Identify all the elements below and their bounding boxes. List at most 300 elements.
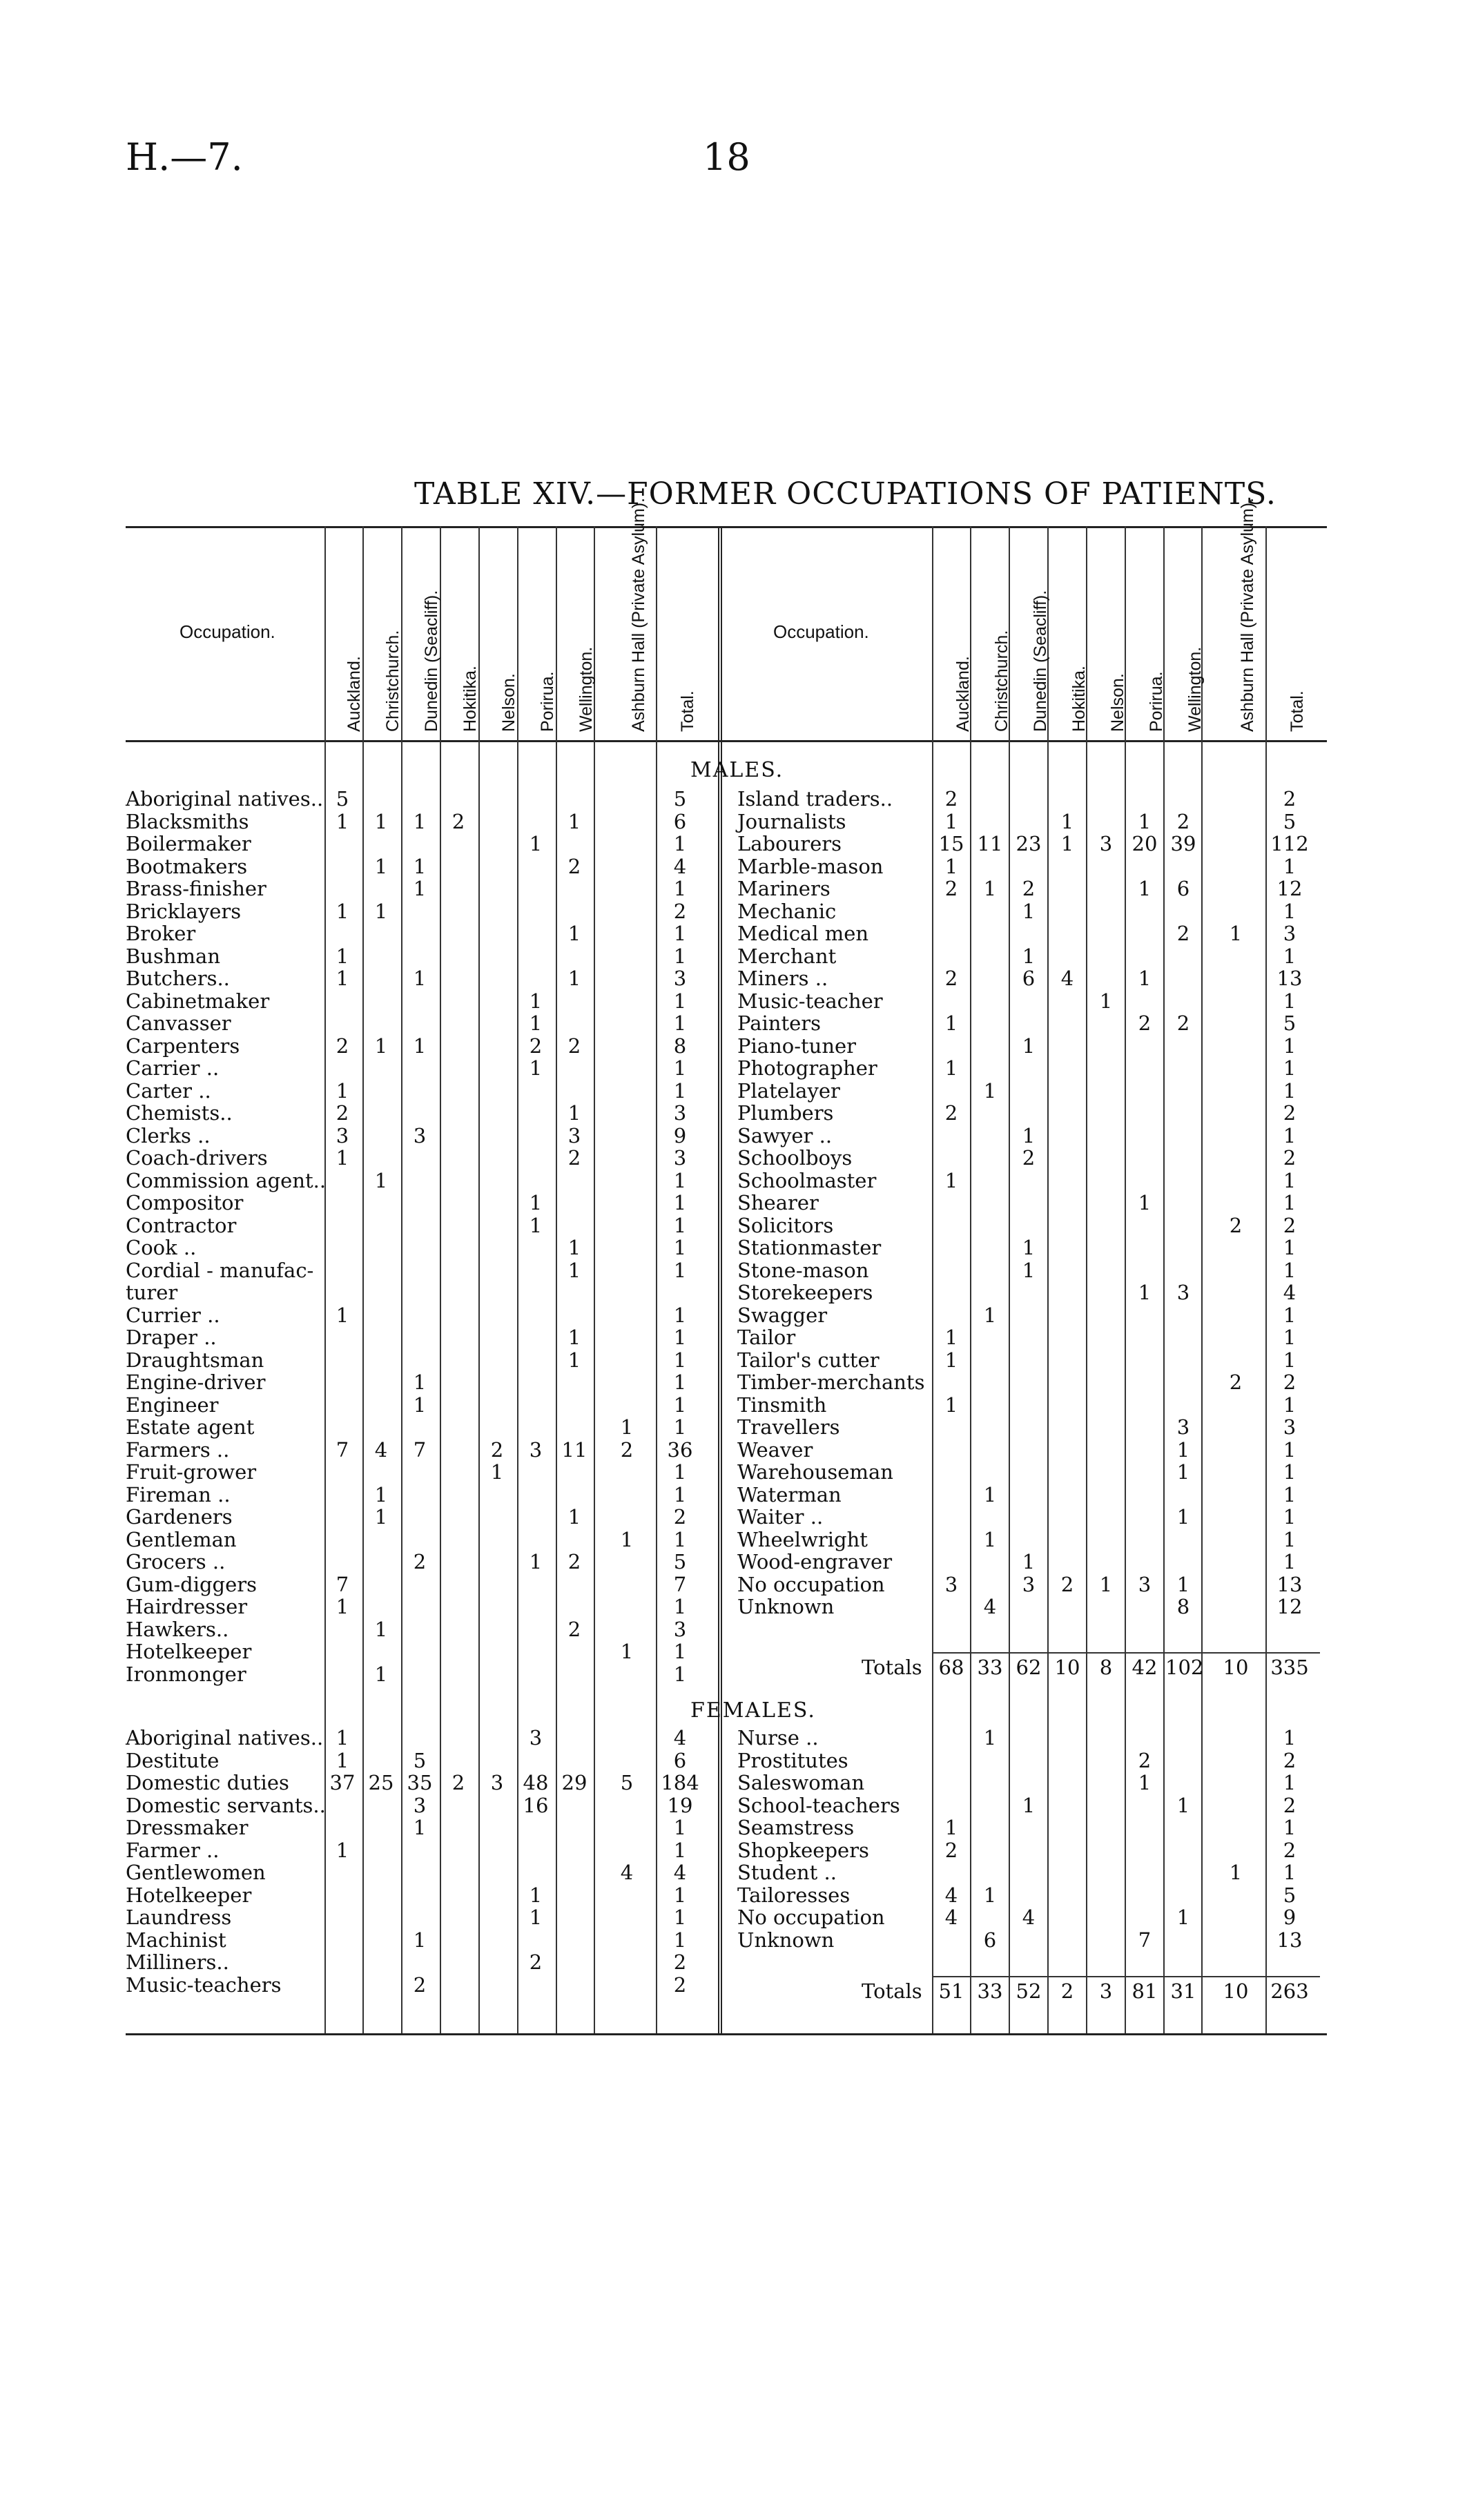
count-cell: 1	[1138, 967, 1152, 990]
count-cell: 1	[1176, 1505, 1190, 1529]
count-cell: 1	[567, 1258, 581, 1282]
count-cell: 1	[374, 1168, 388, 1192]
count-cell: 1	[567, 1505, 581, 1529]
table-row	[126, 1348, 733, 1370]
occupation-label: Gardeners	[126, 1505, 233, 1529]
row-total: 2	[673, 1973, 687, 1997]
count-cell: 1	[983, 1303, 997, 1327]
column-header-right: Nelson.	[1108, 673, 1127, 732]
count-cell: 1	[620, 1415, 634, 1439]
count-cell: 2	[1022, 877, 1036, 900]
count-cell: 51	[938, 1979, 964, 2003]
count-cell: 8	[1099, 1656, 1113, 1679]
row-total: 112	[1270, 832, 1309, 855]
count-cell: 2	[567, 1617, 581, 1641]
occupation-label: Stone-mason	[737, 1258, 869, 1282]
row-total: 5	[1283, 809, 1297, 833]
count-cell: 1	[1099, 1572, 1113, 1596]
row-total: 1	[1283, 989, 1297, 1013]
count-cell: 11	[561, 1437, 588, 1462]
section-heading: MALES.	[690, 758, 784, 782]
column-header-right: Total.	[1288, 690, 1307, 732]
count-cell: 1	[567, 922, 581, 945]
column-header-right: Porirua.	[1147, 671, 1166, 732]
table-row	[737, 1079, 1345, 1101]
occupation-label: Miners ..	[737, 967, 828, 990]
count-cell: 1	[413, 1034, 427, 1058]
occupation-label: Mariners	[737, 877, 831, 900]
table-row	[737, 944, 1345, 967]
occupation-label: Piano-tuner	[737, 1034, 857, 1058]
table-row	[126, 1816, 733, 1838]
table-row	[126, 1839, 733, 1861]
table-row	[126, 1056, 733, 1078]
count-cell: 3	[944, 1572, 958, 1596]
row-total: 2	[673, 899, 687, 923]
occupation-label: Weaver	[737, 1437, 813, 1462]
count-cell: 2	[451, 1771, 465, 1794]
count-cell: 1	[567, 1101, 581, 1125]
occupation-label: No occupation	[737, 1906, 885, 1929]
occupation-label: Fireman ..	[126, 1482, 231, 1506]
count-cell: 1	[529, 1550, 543, 1573]
occupation-label: Totals	[862, 1656, 922, 1679]
count-cell: 4	[983, 1595, 997, 1618]
count-cell: 4	[944, 1883, 958, 1907]
count-cell: 35	[407, 1771, 433, 1794]
occupation-label: Bricklayers	[126, 899, 242, 923]
count-cell: 1	[1022, 899, 1036, 923]
count-cell: 1	[374, 1034, 388, 1058]
occupation-label: Milliners..	[126, 1950, 229, 1974]
count-cell: 2	[529, 1034, 543, 1058]
count-cell: 39	[1170, 832, 1196, 855]
row-total: 8	[673, 1034, 687, 1058]
count-cell: 2	[944, 967, 958, 990]
table-row	[737, 1415, 1345, 1437]
column-header-left: Dunedin (Seacliff).	[422, 590, 441, 732]
count-cell: 3	[1176, 1415, 1190, 1439]
count-cell: 2	[451, 809, 465, 833]
row-total: 1	[1283, 1191, 1297, 1214]
count-cell: 25	[368, 1771, 394, 1794]
occupation-label: Shearer	[737, 1191, 819, 1214]
occupation-label: Labourers	[737, 832, 842, 855]
count-cell: 1	[413, 877, 427, 900]
row-total: 1	[673, 1393, 687, 1417]
table-row	[126, 1726, 733, 1748]
count-cell: 1	[1060, 809, 1074, 833]
row-total: 1	[1283, 1078, 1297, 1103]
row-total: 1	[673, 1168, 687, 1192]
occupation-label: Ironmonger	[126, 1662, 246, 1686]
count-cell: 2	[620, 1437, 634, 1462]
table-row	[737, 1979, 1345, 2002]
table-row	[126, 900, 733, 922]
occupation-label: Wheelwright	[737, 1527, 868, 1551]
count-cell: 2	[944, 787, 958, 811]
table-row	[737, 1906, 1345, 1928]
count-cell: 33	[977, 1656, 1003, 1679]
row-total: 3	[1283, 1415, 1297, 1439]
row-total: 1	[1283, 1168, 1297, 1192]
count-cell: 1	[413, 1816, 427, 1839]
occupation-label: Machinist	[126, 1928, 226, 1952]
count-cell: 1	[529, 1906, 543, 1929]
table-row	[737, 877, 1345, 899]
row-total: 2	[673, 1505, 687, 1529]
occupation-label: Storekeepers	[737, 1281, 873, 1304]
count-cell: 2	[1022, 1146, 1036, 1170]
row-total: 1	[673, 1928, 687, 1952]
occupation-label: Fruit-grower	[126, 1460, 257, 1484]
table-row	[126, 989, 733, 1011]
occupation-label: Gentleman	[126, 1527, 237, 1551]
row-total: 2	[1283, 1793, 1297, 1817]
table-row	[737, 1303, 1345, 1326]
row-total: 1	[673, 1303, 687, 1327]
occupation-label: Travellers	[737, 1415, 840, 1439]
row-total: 19	[667, 1793, 693, 1817]
occupation-column-header-left: Occupation.	[179, 621, 275, 642]
row-total: 5	[673, 1550, 687, 1573]
row-total: 1	[1283, 1348, 1297, 1372]
occupation-label: Clerks ..	[126, 1123, 211, 1147]
occupation-label: Coach-drivers	[126, 1146, 268, 1170]
row-total: 1	[673, 1906, 687, 1929]
count-cell: 2	[413, 1550, 427, 1573]
column-header-right: Christchurch.	[992, 630, 1011, 732]
count-cell: 1	[620, 1640, 634, 1663]
table-row	[737, 1749, 1345, 1771]
count-cell: 1	[336, 1726, 349, 1750]
table-row	[737, 1928, 1345, 1950]
count-cell: 1	[1022, 1236, 1036, 1259]
column-header-right: Hokitika.	[1069, 666, 1089, 732]
count-cell: 2	[336, 1034, 349, 1058]
count-cell: 1	[983, 877, 997, 900]
occupation-label: Laundress	[126, 1906, 232, 1929]
table-row	[737, 1726, 1345, 1748]
occupation-label: Painters	[737, 1011, 822, 1035]
table-top-rule	[126, 526, 1327, 528]
count-cell: 2	[529, 1950, 543, 1974]
count-cell: 4	[1022, 1906, 1036, 1929]
table-row	[126, 1861, 733, 1883]
occupation-label: Unknown	[737, 1595, 835, 1618]
occupation-label: Farmers ..	[126, 1437, 230, 1462]
row-total: 1	[673, 1326, 687, 1349]
occupation-label: Photographer	[737, 1056, 877, 1080]
count-cell: 3	[1099, 832, 1113, 855]
occupation-label: Chemists..	[126, 1101, 233, 1125]
table-row	[737, 1281, 1345, 1303]
occupation-label: Music-teachers	[126, 1973, 282, 1997]
count-cell: 68	[938, 1656, 964, 1679]
row-total: 1	[1283, 1527, 1297, 1551]
table-row	[126, 1079, 733, 1101]
occupation-label: Tailor	[737, 1326, 796, 1349]
count-cell: 1	[1060, 832, 1074, 855]
occupation-label: Cabinetmaker	[126, 989, 270, 1013]
count-cell: 1	[1138, 1771, 1152, 1794]
table-row	[126, 1259, 733, 1281]
column-header-right: Auckland.	[953, 656, 973, 732]
count-cell: 2	[1229, 1370, 1243, 1394]
count-cell: 42	[1132, 1656, 1158, 1679]
count-cell: 3	[1176, 1281, 1190, 1304]
count-cell: 48	[523, 1771, 549, 1794]
occupation-label: Currier ..	[126, 1303, 220, 1327]
count-cell: 1	[336, 1303, 349, 1327]
count-cell: 3	[490, 1771, 504, 1794]
count-cell: 1	[1176, 1437, 1190, 1462]
count-cell: 1	[983, 1078, 997, 1103]
occupation-label: Contractor	[126, 1213, 237, 1237]
count-cell: 1	[1022, 1550, 1036, 1573]
count-cell: 3	[529, 1437, 543, 1462]
section-heading: FEMALES.	[690, 1698, 816, 1723]
count-cell: 1	[944, 1326, 958, 1349]
occupation-label: Seamstress	[737, 1816, 855, 1839]
occupation-label: Brass-finisher	[126, 877, 266, 900]
column-header-left: Christchurch.	[383, 630, 402, 732]
occupation-label: Saleswoman	[737, 1771, 865, 1794]
table-row	[126, 1618, 733, 1640]
row-total: 2	[673, 1950, 687, 1974]
row-total: 9	[1283, 1906, 1297, 1929]
occupation-label: Draper ..	[126, 1326, 217, 1349]
row-total: 1	[673, 1056, 687, 1080]
count-cell: 1	[1099, 989, 1113, 1013]
count-cell: 1	[944, 1011, 958, 1035]
row-total: 1	[673, 1883, 687, 1907]
count-cell: 3	[336, 1123, 349, 1147]
table-row	[737, 900, 1345, 922]
table-row	[737, 1214, 1345, 1236]
table-row	[126, 1326, 733, 1348]
count-cell: 2	[413, 1973, 427, 1997]
count-cell: 1	[529, 1213, 543, 1237]
count-cell: 1	[944, 854, 958, 878]
occupation-label: Grocers ..	[126, 1550, 226, 1573]
table-row	[126, 1034, 733, 1056]
count-cell: 1	[374, 809, 388, 833]
count-cell: 6	[1176, 877, 1190, 900]
occupation-label: Medical men	[737, 922, 869, 945]
table-row	[737, 1794, 1345, 1816]
row-total: 4	[673, 1726, 687, 1750]
count-cell: 1	[944, 809, 958, 833]
count-cell: 1	[567, 809, 581, 833]
occupation-label: Butchers..	[126, 967, 230, 990]
row-total: 1	[1283, 1303, 1297, 1327]
table-row	[126, 1528, 733, 1550]
occupation-label: School-teachers	[737, 1793, 900, 1817]
table-row	[737, 1839, 1345, 1861]
count-cell: 1	[567, 967, 581, 990]
count-cell: 2	[944, 877, 958, 900]
row-total: 1	[1283, 1034, 1297, 1058]
count-cell: 1	[336, 1748, 349, 1772]
count-cell: 4	[944, 1906, 958, 1929]
count-cell: 7	[1138, 1928, 1152, 1952]
table-row	[737, 1573, 1345, 1595]
table-row	[126, 1771, 733, 1793]
count-cell: 1	[490, 1460, 504, 1484]
totals-rule	[933, 1976, 1320, 1977]
table-row	[126, 1438, 733, 1460]
occupation-label: Bootmakers	[126, 854, 248, 878]
row-total: 1	[673, 944, 687, 968]
count-cell: 1	[529, 1011, 543, 1035]
occupation-label: Aboriginal natives..	[126, 1726, 324, 1750]
table-row	[126, 967, 733, 989]
count-cell: 23	[1016, 832, 1042, 855]
count-cell: 2	[1229, 1213, 1243, 1237]
row-total: 1	[673, 877, 687, 900]
row-total: 1	[1283, 1861, 1297, 1884]
count-cell: 1	[374, 1505, 388, 1529]
count-cell: 2	[567, 1550, 581, 1573]
occupation-label: Commission agent..	[126, 1168, 327, 1192]
table-row	[126, 1595, 733, 1617]
occupation-label: Schoolboys	[737, 1146, 853, 1170]
row-total: 1	[673, 1370, 687, 1394]
occupation-label: Unknown	[737, 1928, 835, 1952]
count-cell: 102	[1165, 1656, 1204, 1679]
row-total: 1	[673, 832, 687, 855]
occupation-label: Nurse ..	[737, 1726, 819, 1750]
column-header-left: Nelson.	[499, 673, 518, 732]
table-row	[737, 967, 1345, 989]
table-row	[126, 1460, 733, 1482]
count-cell: 5	[620, 1771, 634, 1794]
row-total: 1	[673, 1236, 687, 1259]
table-row	[126, 1640, 733, 1662]
table-row	[126, 1973, 733, 1995]
occupation-label: Gum-diggers	[126, 1572, 258, 1596]
table-row	[126, 922, 733, 944]
row-total: 3	[1283, 922, 1297, 945]
row-total: 2	[1283, 787, 1297, 811]
row-total: 1	[1283, 854, 1297, 878]
count-cell: 1	[336, 899, 349, 923]
row-total: 1	[673, 1816, 687, 1839]
count-cell: 3	[529, 1726, 543, 1750]
table-row	[126, 1928, 733, 1950]
occupation-label: Carrier ..	[126, 1056, 220, 1080]
table-row	[126, 1370, 733, 1393]
count-cell: 1	[374, 1482, 388, 1506]
table-row	[737, 1236, 1345, 1258]
count-cell: 6	[1022, 967, 1036, 990]
table-row	[126, 1550, 733, 1572]
row-total: 3	[673, 1101, 687, 1125]
occupation-label: Merchant	[737, 944, 837, 968]
table-row	[737, 1883, 1345, 1906]
row-total: 263	[1270, 1979, 1309, 2003]
occupation-label: Music-teacher	[737, 989, 883, 1013]
table-row	[737, 1011, 1345, 1034]
occupation-label: Hawkers..	[126, 1617, 229, 1641]
table-row	[126, 1483, 733, 1505]
table-title: TABLE XIV.—FORMER OCCUPATIONS OF PATIENTS.	[414, 476, 1276, 512]
row-total: 2	[1283, 1748, 1297, 1772]
row-total: 1	[1283, 899, 1297, 923]
occupation-label: Dressmaker	[126, 1816, 249, 1839]
count-cell: 2	[1176, 922, 1190, 945]
table-row	[737, 1191, 1345, 1213]
occupation-label: Aboriginal natives..	[126, 787, 324, 811]
row-total: 36	[667, 1437, 693, 1462]
count-cell: 4	[374, 1437, 388, 1462]
count-cell: 1	[1022, 1123, 1036, 1147]
count-cell: 1	[1138, 877, 1152, 900]
count-cell: 1	[413, 1370, 427, 1394]
page-number: 18	[703, 135, 750, 179]
count-cell: 2	[567, 1034, 581, 1058]
column-header-left: Wellington.	[576, 646, 596, 732]
table-row	[737, 1771, 1345, 1793]
occupation-label: Schoolmaster	[737, 1168, 877, 1192]
occupation-label: Gentlewomen	[126, 1861, 266, 1884]
occupation-label: Sawyer ..	[737, 1123, 833, 1147]
count-cell: 8	[1176, 1595, 1190, 1618]
occupation-label: Farmer ..	[126, 1838, 220, 1862]
count-cell: 33	[977, 1979, 1003, 2003]
occupation-label: Prostitutes	[737, 1748, 848, 1772]
count-cell: 10	[1223, 1656, 1249, 1679]
count-cell: 1	[944, 1393, 958, 1417]
occupation-label: turer	[126, 1281, 178, 1304]
count-cell: 15	[938, 832, 964, 855]
occupation-label: Student ..	[737, 1861, 837, 1884]
row-total: 1	[673, 1415, 687, 1439]
row-total: 4	[1283, 1281, 1297, 1304]
count-cell: 31	[1170, 1979, 1196, 2003]
count-cell: 1	[374, 1662, 388, 1686]
count-cell: 1	[413, 854, 427, 878]
row-total: 5	[673, 787, 687, 811]
count-cell: 1	[1176, 1793, 1190, 1817]
count-cell: 1	[944, 1168, 958, 1192]
count-cell: 1	[944, 1348, 958, 1372]
table-row	[737, 922, 1345, 944]
count-cell: 3	[1138, 1572, 1152, 1596]
row-total: 2	[1283, 1370, 1297, 1394]
row-total: 2	[1283, 1213, 1297, 1237]
row-total: 1	[1283, 1482, 1297, 1506]
count-cell: 16	[523, 1793, 549, 1817]
row-total: 1	[673, 1640, 687, 1663]
row-total: 1	[1283, 1505, 1297, 1529]
column-header-left: Porirua.	[538, 671, 557, 732]
count-cell: 7	[336, 1572, 349, 1596]
row-total: 1	[673, 1258, 687, 1282]
count-cell: 1	[1022, 1258, 1036, 1282]
occupation-label: Mechanic	[737, 899, 837, 923]
count-cell: 4	[1060, 967, 1074, 990]
occupation-label: Carter ..	[126, 1078, 211, 1103]
count-cell: 1	[374, 1617, 388, 1641]
count-cell: 1	[529, 1056, 543, 1080]
table-row	[737, 1656, 1345, 1678]
count-cell: 81	[1132, 1979, 1158, 2003]
count-cell: 1	[567, 1348, 581, 1372]
count-cell: 1	[529, 1191, 543, 1214]
table-row	[737, 1056, 1345, 1078]
